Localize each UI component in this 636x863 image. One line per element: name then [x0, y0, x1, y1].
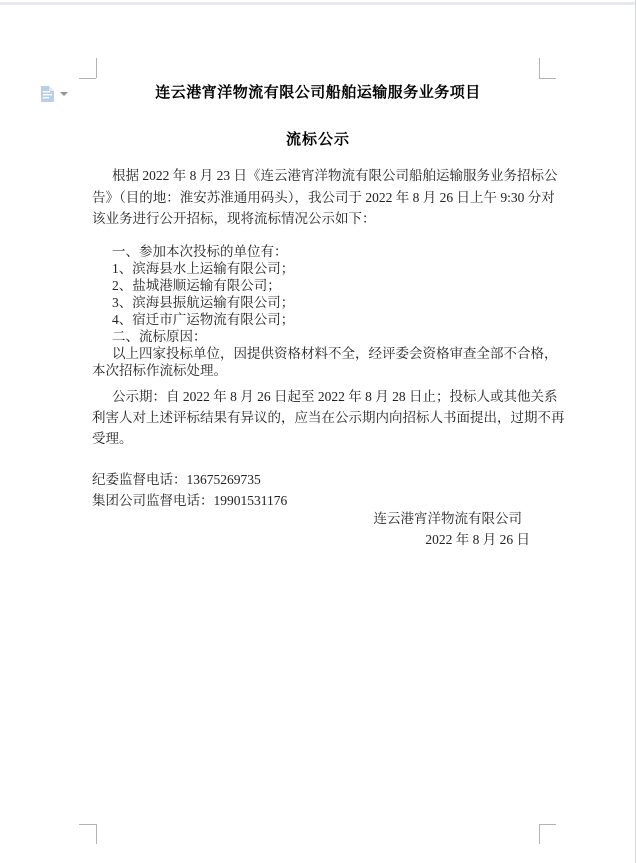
publicity-period-paragraph [92, 386, 565, 449]
signature-company: 连云港宵洋物流有限公司 [373, 511, 522, 526]
list-item-bidder-4: 4、宿迁市广运物流有限公司； [112, 312, 295, 327]
window-top-edge [0, 2, 636, 5]
paragraph-line: 利害人对上述评标结果有异议的，应当在公示期内向招标人书面提出，过期不再 [92, 410, 565, 425]
list-item-bidder-2: 2、盐城港顺运输有限公司； [112, 278, 281, 293]
list-item-bidder-3: 3、滨海县振航运输有限公司； [112, 295, 295, 310]
group-phone-line: 集团公司监督电话：19901531176 [92, 493, 288, 508]
list-item-section-two: 二、流标原因： [112, 329, 207, 344]
document-subtitle: 流标公示 [285, 132, 350, 148]
paragraph-line: 根据 2022 年 8 月 23 日《连云港宵洋物流有限公司船舶运输服务业务招标公 [112, 168, 558, 183]
list-item-bidder-1: 1、滨海县水上运输有限公司； [112, 261, 295, 276]
signature-date: 2022 年 8 月 26 日 [425, 532, 530, 547]
discipline-phone-line: 纪委监督电话：13675269735 [92, 472, 261, 487]
list-item-section-one: 一、参加本次投标的单位有： [112, 244, 288, 259]
document-title: 连云港宵洋物流有限公司船舶运输服务业务项目 [155, 84, 481, 101]
reason-line: 以上四家投标单位，因提供资格材料不全，经评委会资格审查全部不合格， [112, 346, 558, 361]
signature-block [92, 508, 544, 550]
bidders-and-reason-list [92, 243, 558, 379]
paragraph-line: 告》（目的地：淮安苏淮通用码头），我公司于 2022 年 8 月 26 日上午 9:30 分对 [92, 189, 555, 205]
paragraph-line: 该业务进行公开招标，现将流标情况公示如下： [92, 211, 376, 226]
supervision-contacts [92, 469, 544, 511]
paragraph-line: 受理。 [92, 431, 133, 446]
intro-paragraph [92, 165, 558, 230]
paragraph-line: 公示期：自 2022 年 8 月 26 日起至 2022 年 8 月 28 日止；投标人或其他关系 [112, 389, 558, 404]
reason-line: 本次招标作流标处理。 [92, 363, 227, 378]
